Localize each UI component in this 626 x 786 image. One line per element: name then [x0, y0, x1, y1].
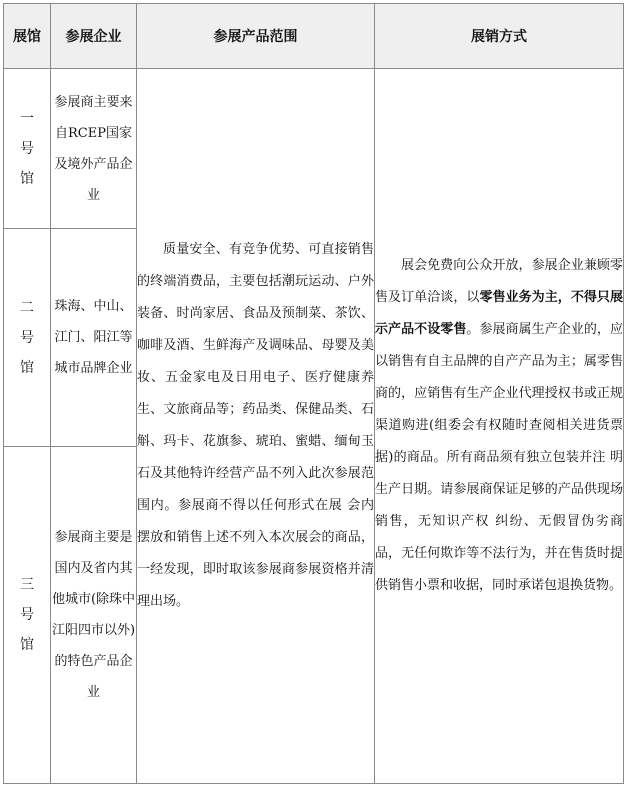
exhibitor-cell-3: 参展商主要是国内及省内其他城市(除珠中江阳四市以外)的特色产品企业 [51, 447, 137, 784]
exhibitor-cell-1: 参展商主要来自RCEP国家及境外产品企业 [51, 69, 137, 229]
sales-bold: 零售业务为主，不得只展示产品不设零售 [375, 290, 623, 337]
header-exhibitor: 参展企业 [51, 4, 137, 69]
header-row [4, 4, 624, 69]
sales-text [375, 250, 623, 602]
sales-intro: 展会免费向公众开放，参展企业兼顾零售及订单洽谈，以 [375, 258, 623, 305]
scope-text: 质量安全、有竞争优势、可直接销售 的终端消费品，主要包括潮玩运动、户外装备、时尚家居、食品及预制菜、茶饮、咖啡及酒、生鲜海产及调味品、母婴及美妆、五金家电及日用电子、医疗健康养生、文旅商品等；药品类、保健品类、石斛、玛卡、花旗参、琥珀、蜜蜡、缅甸玉石及其他特许经营产品不列入此次参展范围内。参展商不得以任何形式在展 会内摆放和销售上述不列入本次展会的商品，一经发现，即时取该参展商参展资格并清理出场。 [137, 242, 374, 609]
hall-name-1 [4, 69, 51, 229]
hall-label: 一号馆 [20, 110, 34, 187]
hall-name-2 [4, 229, 51, 447]
sales-rest: 。参展商属生产企业的，应以销售有自主品牌的自产产品为主；属零售商的，应销售有生产企业代理授权书或正规渠道购进(组委会有权随时查阅相关进货票据)的商品。所有商品须有独立包装并注 明生产日期。请参展商保证足够的产品供现场销售，无知识产权 纠纷、无假冒伪劣商品，无任何欺诈等不法行为，并在售货时提供销售小票和收据，同时承诺包退换货物。 [375, 322, 623, 593]
table-row [4, 69, 624, 229]
hall-label: 二号馆 [20, 299, 34, 376]
hall-name-3 [4, 447, 51, 784]
scope-cell [137, 69, 375, 784]
exhibition-table [3, 3, 624, 784]
header-scope: 参展产品范围 [137, 4, 375, 69]
header-sales: 展销方式 [375, 4, 624, 69]
sales-cell [375, 69, 624, 784]
hall-label: 三号馆 [20, 577, 34, 653]
header-hall: 展馆 [4, 4, 51, 69]
exhibitor-cell-2: 珠海、中山、江门、阳江等城市品牌企业 [51, 229, 137, 447]
